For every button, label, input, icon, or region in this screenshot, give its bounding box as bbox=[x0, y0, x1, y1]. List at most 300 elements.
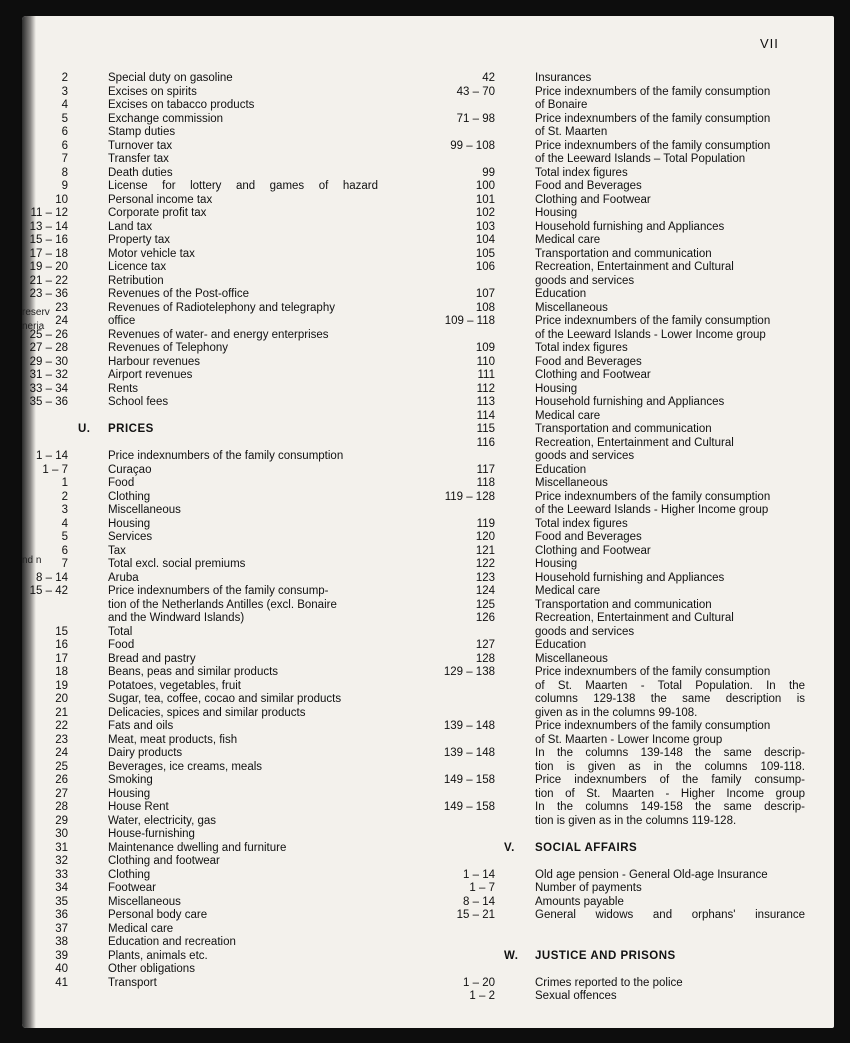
column-numbers: 33 – 34 bbox=[29, 382, 68, 395]
column-numbers: 2 bbox=[61, 490, 68, 503]
index-entry bbox=[22, 518, 422, 532]
index-entry bbox=[22, 383, 422, 397]
index-entry bbox=[402, 977, 822, 991]
entry-description: Price indexnumbers of the family consump- bbox=[108, 585, 329, 597]
entry-description: Delicacies, spices and similar products bbox=[108, 706, 306, 719]
index-entry bbox=[402, 909, 822, 923]
entry-description: Excises on tabacco products bbox=[108, 99, 255, 111]
column-numbers: 3 bbox=[61, 504, 68, 516]
column-numbers: 104 bbox=[475, 234, 495, 246]
column-numbers: 15 bbox=[55, 625, 68, 638]
column-numbers: 71 – 98 bbox=[456, 112, 495, 125]
entry-description: Price indexnumbers of the family consump- bbox=[535, 774, 805, 786]
entry-description: Price indexnumbers of the family consumption bbox=[535, 85, 771, 98]
column-numbers: 6 bbox=[61, 139, 68, 152]
index-entry bbox=[22, 315, 422, 329]
entry-description: House Rent bbox=[108, 801, 169, 813]
index-entry bbox=[22, 72, 422, 86]
index-entry bbox=[22, 896, 422, 910]
index-entry bbox=[22, 437, 422, 451]
entry-description: Food and Beverages bbox=[535, 355, 642, 368]
column-numbers: 39 bbox=[55, 949, 68, 962]
entry-description: Bread and pastry bbox=[108, 652, 196, 665]
column-numbers: 149 – 158 bbox=[443, 801, 495, 813]
column-numbers: 113 bbox=[476, 396, 495, 408]
column-numbers: 7 bbox=[61, 153, 68, 165]
entry-description: columns 129-138 the same description is bbox=[535, 693, 805, 705]
column-numbers: 37 bbox=[55, 922, 68, 935]
entry-description: Education bbox=[535, 463, 587, 476]
entry-description: Dairy products bbox=[108, 747, 183, 759]
entry-description: tion is given as in the columns 119-128. bbox=[535, 814, 737, 827]
column-numbers: 109 – 118 bbox=[444, 315, 495, 327]
index-entry bbox=[22, 234, 422, 248]
entry-description: Miscellaneous bbox=[108, 895, 181, 908]
column-numbers: 121 bbox=[475, 544, 495, 557]
column-numbers: 21 – 22 bbox=[29, 274, 68, 287]
column-numbers: 124 bbox=[475, 585, 495, 597]
index-entry bbox=[402, 356, 822, 370]
entry-description: Water, electricity, gas bbox=[108, 814, 217, 827]
entry-description: Personal income tax bbox=[108, 193, 213, 206]
index-entry bbox=[402, 761, 822, 775]
entry-description: House-furnishing bbox=[108, 828, 195, 840]
column-numbers: 22 bbox=[55, 720, 68, 732]
column-numbers: 107 bbox=[475, 288, 495, 300]
index-entry bbox=[22, 626, 422, 640]
index-entry bbox=[402, 936, 822, 950]
entry-description: Medical care bbox=[535, 409, 601, 422]
index-entry bbox=[402, 720, 822, 734]
column-numbers: 25 – 26 bbox=[29, 328, 68, 341]
index-entry bbox=[22, 180, 422, 194]
section-letter: V. bbox=[504, 841, 515, 854]
entry-description: Medical care bbox=[108, 922, 174, 935]
index-entry bbox=[402, 288, 822, 302]
index-entry bbox=[22, 923, 422, 937]
column-numbers: 1 – 2 bbox=[469, 990, 495, 1002]
section-heading bbox=[22, 423, 422, 437]
index-entry bbox=[22, 828, 422, 842]
entry-description: Household furnishing and Appliances bbox=[535, 396, 725, 408]
index-entry bbox=[22, 329, 422, 343]
entry-description: Recreation, Entertainment and Cultural bbox=[535, 261, 734, 273]
index-entry bbox=[22, 869, 422, 883]
entry-description: Insurances bbox=[535, 72, 592, 84]
index-entry bbox=[402, 963, 822, 977]
index-entry bbox=[22, 936, 422, 950]
entry-description: tion of the Netherlands Antilles (excl. Bonaire bbox=[108, 598, 337, 611]
index-entry bbox=[402, 153, 822, 167]
index-entry bbox=[22, 261, 422, 275]
entry-description: Food bbox=[108, 477, 135, 489]
index-entry bbox=[22, 612, 422, 626]
index-entry bbox=[22, 761, 422, 775]
column-numbers: 23 – 36 bbox=[29, 288, 68, 300]
entry-description: Beverages, ice creams, meals bbox=[108, 760, 263, 773]
entry-description: Revenues of the Post-office bbox=[108, 288, 250, 300]
entry-description: office bbox=[108, 315, 136, 327]
column-numbers: 4 bbox=[61, 517, 68, 530]
index-entry bbox=[22, 815, 422, 829]
index-entry bbox=[402, 194, 822, 208]
column-numbers: 17 – 18 bbox=[29, 247, 68, 260]
column-numbers: 4 bbox=[61, 99, 68, 111]
index-entry bbox=[402, 828, 822, 842]
index-entry bbox=[402, 464, 822, 478]
column-numbers: 27 – 28 bbox=[29, 342, 68, 354]
column-numbers: 6 bbox=[61, 544, 68, 557]
entry-description: Price indexnumbers of the family consumption bbox=[535, 139, 771, 152]
column-numbers: 110 bbox=[476, 355, 495, 368]
column-numbers: 27 bbox=[55, 787, 68, 800]
index-entry bbox=[22, 720, 422, 734]
column-numbers: 18 bbox=[55, 666, 68, 678]
column-numbers: 2 bbox=[61, 72, 68, 84]
index-entry bbox=[402, 99, 822, 113]
column-numbers: 139 – 148 bbox=[443, 747, 495, 759]
section-heading bbox=[402, 950, 822, 964]
entry-description: Miscellaneous bbox=[108, 504, 181, 516]
entry-description: Licence tax bbox=[108, 261, 167, 273]
index-entry bbox=[402, 72, 822, 86]
index-entry bbox=[22, 288, 422, 302]
entry-description: Exchange commission bbox=[108, 112, 224, 125]
index-entry bbox=[402, 221, 822, 235]
entry-description: Price indexnumbers of the family consumption bbox=[535, 315, 771, 327]
index-entry bbox=[22, 842, 422, 856]
entry-description: Education bbox=[535, 288, 587, 300]
entry-description: Price indexnumbers of the family consumption bbox=[535, 666, 771, 678]
entry-description: Housing bbox=[535, 382, 578, 395]
column-numbers: 17 bbox=[55, 652, 68, 665]
index-entry bbox=[22, 396, 422, 410]
column-numbers: 13 – 14 bbox=[29, 220, 68, 233]
entry-description: School fees bbox=[108, 396, 169, 408]
entry-description: Miscellaneous bbox=[535, 301, 608, 314]
index-entry bbox=[22, 410, 422, 424]
column-numbers: 29 bbox=[55, 814, 68, 827]
entry-description: Land tax bbox=[108, 220, 153, 233]
index-entry bbox=[402, 545, 822, 559]
index-entry bbox=[22, 545, 422, 559]
index-entry bbox=[402, 248, 822, 262]
column-numbers: 9 bbox=[61, 180, 68, 192]
index-entry bbox=[402, 531, 822, 545]
entry-description: Food and Beverages bbox=[535, 531, 642, 543]
entry-description: Transportation and communication bbox=[535, 247, 712, 260]
entry-description: Miscellaneous bbox=[535, 477, 608, 489]
column-numbers: 35 – 36 bbox=[29, 396, 68, 408]
column-numbers: 6 bbox=[61, 126, 68, 138]
entry-description: Education bbox=[535, 639, 587, 651]
entry-description: of St. Maarten bbox=[535, 126, 608, 138]
section-title: JUSTICE AND PRISONS bbox=[535, 949, 676, 962]
index-entry bbox=[22, 477, 422, 491]
entry-description: Total index figures bbox=[535, 342, 628, 354]
entry-description: Plants, animals etc. bbox=[108, 949, 208, 962]
entry-description: Clothing bbox=[108, 490, 151, 503]
index-entry bbox=[402, 369, 822, 383]
entry-description: of St. Maarten - Total Population. In the bbox=[535, 679, 805, 692]
column-numbers: 23 bbox=[55, 301, 68, 314]
index-entry bbox=[402, 666, 822, 680]
entry-description: Total index figures bbox=[535, 517, 628, 530]
section-title: PRICES bbox=[108, 423, 154, 435]
index-entry bbox=[402, 491, 822, 505]
index-entry bbox=[402, 410, 822, 424]
index-entry bbox=[402, 680, 822, 694]
entry-description: Property tax bbox=[108, 234, 170, 246]
entry-description: Miscellaneous bbox=[535, 652, 608, 665]
index-entry bbox=[22, 207, 422, 221]
column-numbers: 109 bbox=[475, 342, 495, 354]
column-numbers: 127 bbox=[475, 639, 495, 651]
column-numbers: 106 bbox=[475, 261, 495, 273]
column-numbers: 28 bbox=[55, 801, 68, 813]
entry-description: Price indexnumbers of the family consumption bbox=[535, 490, 771, 503]
entry-description: Clothing and Footwear bbox=[535, 544, 651, 557]
index-entry bbox=[22, 86, 422, 100]
index-entry bbox=[402, 437, 822, 451]
index-entry bbox=[22, 153, 422, 167]
entry-description: General widows and orphans' insurance bbox=[535, 909, 805, 921]
index-entry bbox=[22, 963, 422, 977]
column-numbers: 118 bbox=[476, 477, 495, 489]
entry-description: Transportation and communication bbox=[535, 598, 712, 611]
index-entry bbox=[402, 707, 822, 721]
column-numbers: 1 – 14 bbox=[463, 868, 495, 881]
entry-description: goods and services bbox=[535, 274, 635, 287]
index-entry bbox=[402, 315, 822, 329]
entry-description: Maintenance dwelling and furniture bbox=[108, 841, 287, 854]
entry-description: Food and Beverages bbox=[535, 180, 642, 192]
entry-description: Household furnishing and Appliances bbox=[535, 220, 725, 233]
index-entry bbox=[402, 275, 822, 289]
column-numbers: 123 bbox=[475, 571, 495, 584]
column-numbers: 21 bbox=[55, 706, 68, 719]
column-numbers: 30 bbox=[55, 828, 68, 840]
index-entry bbox=[22, 302, 422, 316]
column-numbers: 8 – 14 bbox=[463, 895, 495, 908]
entry-description: tion of St. Maarten - Higher Income group bbox=[535, 787, 805, 800]
entry-description: Medical care bbox=[535, 234, 601, 246]
entry-description: Sugar, tea, coffee, cocao and similar products bbox=[108, 693, 342, 705]
document-page bbox=[22, 16, 834, 1028]
column-numbers: 19 – 20 bbox=[29, 261, 68, 273]
index-entry bbox=[402, 126, 822, 140]
column-numbers: 119 bbox=[476, 517, 495, 530]
entry-description: In the columns 149-158 the same descrip- bbox=[535, 801, 805, 813]
column-numbers: 10 bbox=[55, 193, 68, 206]
column-numbers: 126 bbox=[475, 612, 495, 624]
entry-description: goods and services bbox=[535, 625, 635, 638]
column-numbers: 5 bbox=[61, 112, 68, 125]
entry-description: Fats and oils bbox=[108, 720, 174, 732]
entry-description: Transfer tax bbox=[108, 153, 169, 165]
index-entry bbox=[402, 788, 822, 802]
margin-fragment: neria bbox=[22, 321, 45, 332]
section-letter: U. bbox=[78, 423, 91, 435]
index-entry bbox=[22, 356, 422, 370]
entry-description: Food bbox=[108, 639, 135, 651]
index-entry bbox=[402, 383, 822, 397]
index-entry bbox=[402, 140, 822, 154]
index-entry bbox=[22, 275, 422, 289]
entry-description: Old age pension - General Old-age Insurance bbox=[535, 868, 768, 881]
entry-description: Curaçao bbox=[108, 463, 152, 476]
entry-description: Recreation, Entertainment and Cultural bbox=[535, 436, 734, 449]
entry-description: Corporate profit tax bbox=[108, 207, 207, 219]
index-entry bbox=[22, 464, 422, 478]
entry-description: Turnover tax bbox=[108, 139, 173, 152]
entry-description: Airport revenues bbox=[108, 369, 193, 381]
index-entry bbox=[402, 113, 822, 127]
index-entry bbox=[402, 990, 822, 1004]
section-heading bbox=[402, 842, 822, 856]
entry-description: goods and services bbox=[535, 450, 635, 462]
entry-description: Transport bbox=[108, 976, 157, 989]
column-numbers: 38 bbox=[55, 936, 68, 948]
entry-description: Services bbox=[108, 531, 153, 543]
column-numbers: 15 – 16 bbox=[29, 234, 68, 246]
column-numbers: 119 – 128 bbox=[444, 490, 495, 503]
column-numbers: 19 bbox=[55, 679, 68, 692]
column-numbers: 139 – 148 bbox=[443, 720, 495, 732]
index-entry bbox=[22, 666, 422, 680]
column-numbers: 23 bbox=[55, 733, 68, 746]
index-entry bbox=[402, 518, 822, 532]
column-numbers: 3 bbox=[61, 85, 68, 98]
entry-description: Aruba bbox=[108, 571, 139, 584]
entry-description: Personal body care bbox=[108, 909, 208, 921]
index-entry bbox=[22, 342, 422, 356]
entry-description: Household furnishing and Appliances bbox=[535, 571, 725, 584]
entry-description: Total bbox=[108, 625, 133, 638]
entry-description: Revenues of Radiotelephony and telegraphy bbox=[108, 301, 335, 314]
column-numbers: 115 bbox=[476, 423, 495, 435]
index-entry bbox=[402, 504, 822, 518]
entry-description: Housing bbox=[108, 787, 151, 800]
entry-description: In the columns 139-148 the same descrip- bbox=[535, 747, 805, 759]
index-entry bbox=[22, 572, 422, 586]
index-entry bbox=[402, 923, 822, 937]
column-numbers: 1 – 14 bbox=[36, 450, 68, 462]
index-entry bbox=[22, 653, 422, 667]
entry-description: Price indexnumbers of the family consumption bbox=[108, 450, 344, 462]
entry-description: Medical care bbox=[535, 585, 601, 597]
column-numbers: 99 bbox=[482, 166, 495, 179]
index-entry bbox=[22, 221, 422, 235]
entry-description: Clothing bbox=[108, 868, 151, 881]
column-numbers: 101 bbox=[475, 193, 495, 206]
column-numbers: 36 bbox=[55, 909, 68, 921]
index-entry bbox=[402, 815, 822, 829]
index-entry bbox=[22, 99, 422, 113]
index-entry bbox=[402, 342, 822, 356]
index-entry bbox=[22, 977, 422, 991]
entry-description: Sexual offences bbox=[535, 990, 617, 1002]
index-entry bbox=[22, 882, 422, 896]
column-numbers: 120 bbox=[475, 531, 495, 543]
column-numbers: 1 – 7 bbox=[469, 882, 495, 894]
entry-description: Total index figures bbox=[535, 166, 628, 179]
column-numbers: 99 – 108 bbox=[450, 139, 495, 152]
column-numbers: 24 bbox=[55, 747, 68, 759]
entry-description: Excises on spirits bbox=[108, 85, 197, 98]
entry-description: Crimes reported to the police bbox=[535, 976, 683, 989]
index-entry bbox=[402, 801, 822, 815]
index-entry bbox=[402, 639, 822, 653]
column-numbers: 31 bbox=[55, 841, 68, 854]
index-entry bbox=[22, 599, 422, 613]
entry-description: Stamp duties bbox=[108, 126, 176, 138]
column-numbers: 108 bbox=[475, 301, 495, 314]
column-numbers: 26 bbox=[55, 774, 68, 786]
entry-description: Revenues of Telephony bbox=[108, 342, 228, 354]
entry-description: of St. Maarten - Lower Income group bbox=[535, 733, 723, 746]
entry-description: License for lottery and games of hazard bbox=[108, 180, 378, 192]
column-numbers: 43 – 70 bbox=[456, 85, 495, 98]
entry-description: Smoking bbox=[108, 774, 153, 786]
index-entry bbox=[22, 558, 422, 572]
index-entry bbox=[402, 882, 822, 896]
index-entry bbox=[22, 450, 422, 464]
entry-description: Potatoes, vegetables, fruit bbox=[108, 679, 241, 692]
column-numbers: 25 bbox=[55, 760, 68, 773]
entry-description: Revenues of water- and energy enterprises bbox=[108, 328, 329, 341]
column-numbers: 7 bbox=[61, 558, 68, 570]
index-entry bbox=[402, 180, 822, 194]
index-entry bbox=[402, 572, 822, 586]
index-entry bbox=[22, 167, 422, 181]
index-entry bbox=[402, 599, 822, 613]
index-entry bbox=[22, 747, 422, 761]
index-entry bbox=[402, 450, 822, 464]
column-numbers: 11 – 12 bbox=[30, 207, 68, 219]
index-entry bbox=[22, 788, 422, 802]
index-entry bbox=[22, 504, 422, 518]
index-entry bbox=[22, 639, 422, 653]
column-numbers: 8 bbox=[61, 166, 68, 179]
entry-description: Housing bbox=[535, 558, 578, 570]
column-numbers: 114 bbox=[476, 409, 495, 422]
index-entry bbox=[402, 234, 822, 248]
margin-fragment: nd n bbox=[22, 555, 42, 566]
column-numbers: 32 bbox=[55, 855, 68, 867]
entry-description: Clothing and footwear bbox=[108, 855, 220, 867]
entry-description: Harbour revenues bbox=[108, 355, 201, 368]
entry-description: Beans, peas and similar products bbox=[108, 666, 279, 678]
entry-description: Housing bbox=[535, 207, 578, 219]
column-numbers: 1 – 7 bbox=[42, 463, 68, 476]
index-entry bbox=[22, 801, 422, 815]
entry-description: Tax bbox=[108, 544, 126, 557]
entry-description: Retribution bbox=[108, 274, 164, 287]
index-entry bbox=[402, 302, 822, 316]
column-numbers: 102 bbox=[475, 207, 495, 219]
entry-description: Rents bbox=[108, 382, 139, 395]
column-numbers: 15 – 21 bbox=[456, 909, 495, 921]
entry-description: Clothing and Footwear bbox=[535, 369, 651, 381]
entry-description: Price indexnumbers of the family consumption bbox=[535, 720, 771, 732]
entry-description: tion is given as in the columns 109-118. bbox=[535, 760, 805, 773]
index-entry bbox=[402, 477, 822, 491]
column-numbers: 128 bbox=[475, 652, 495, 665]
entry-description: Housing bbox=[108, 517, 151, 530]
entry-description: given as in the columns 99-108. bbox=[535, 706, 698, 719]
index-entry bbox=[402, 612, 822, 626]
